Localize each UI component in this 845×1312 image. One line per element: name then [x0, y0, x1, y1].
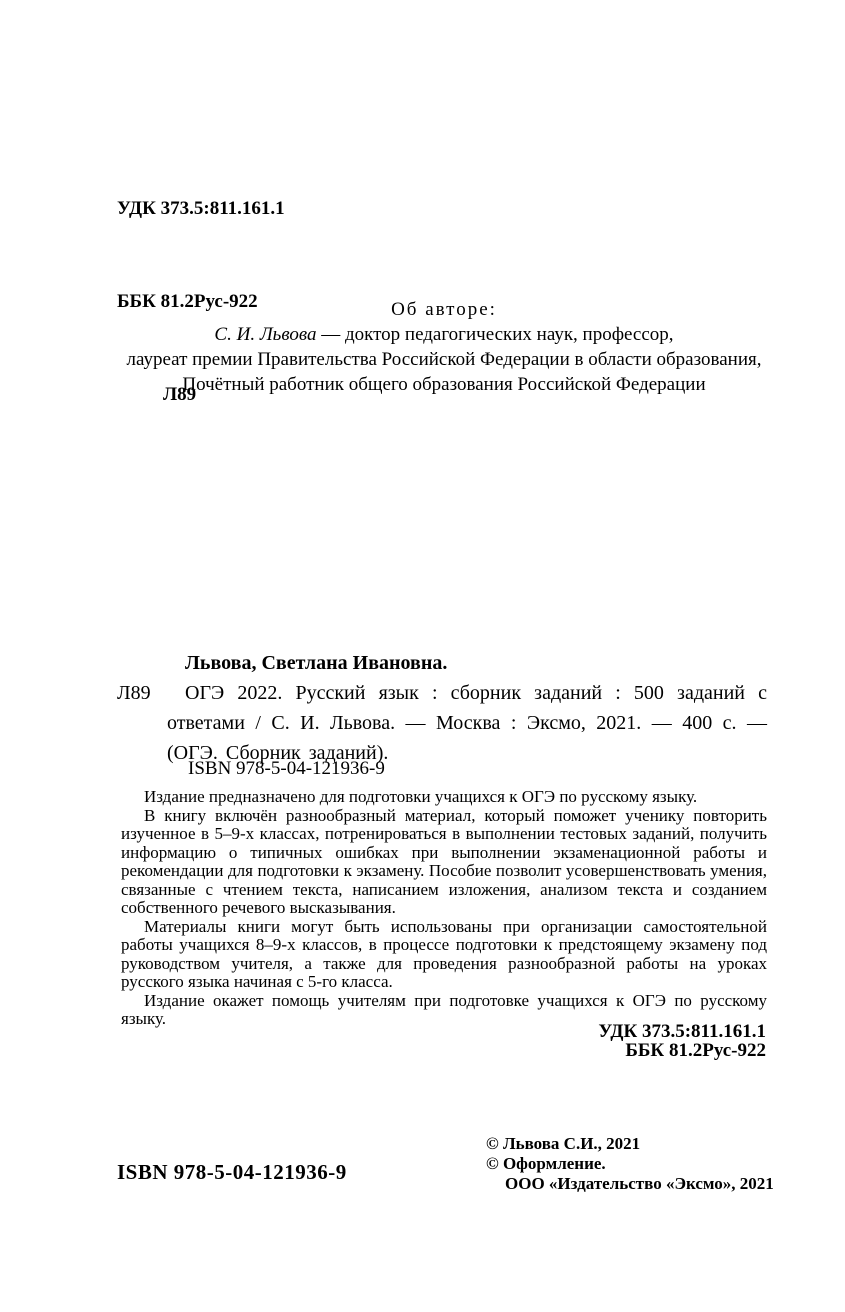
isbn-catalog: ISBN 978-5-04-121936-9	[188, 758, 385, 779]
catalog-margin-code: Л89	[117, 682, 151, 704]
bbk-code: ББК 81.2Рус-922	[117, 291, 258, 312]
bbk-code-bottom: ББК 81.2Рус-922	[625, 1040, 766, 1061]
udk-code-bottom: УДК 373.5:811.161.1	[598, 1021, 766, 1042]
annotation-block	[121, 788, 767, 1029]
annotation-paragraph: Издание окажет помощь учителям при подготовке учащихся к ОГЭ по русскому языку.	[121, 990, 767, 1028]
author-name: С. И. Львова	[214, 324, 317, 345]
udk-code: УДК 373.5:811.161.1	[117, 198, 285, 219]
copyright-publisher: ООО «Издательство «Эксмо», 2021	[505, 1174, 774, 1193]
annotation-paragraph: Издание предназначено для подготовки учащихся к ОГЭ по русскому языку.	[144, 787, 698, 806]
about-author-line3: Почётный работник общего образования Российской Федерации	[182, 374, 706, 395]
author-title: — доктор педагогических наук, профессор,	[316, 324, 674, 345]
copyright-author: © Львова С.И., 2021	[486, 1134, 641, 1153]
bottom-classification-codes	[598, 1022, 766, 1060]
annotation-paragraph: Материалы книги могут быть использованы при организации самостоятельной работы учащихся 8–9-х классов, в процессе подготовки к предстоящему экзамену под руководством учителя, а также для проведения разнообразной работы на уроках русского языка начиная с 5-го класса.	[121, 916, 767, 991]
copyright-block	[486, 1134, 774, 1194]
catalog-author-header: Львова, Светлана Ивановна.	[185, 652, 448, 674]
isbn-main: ISBN 978-5-04-121936-9	[117, 1160, 347, 1184]
catalog-description-text: ОГЭ 2022. Русский язык : сборник заданий : 500 заданий с ответами / С. И. Львова. — Москва : Эксмо, 2021. — 400 с. — (ОГЭ. Сборник заданий).	[167, 682, 767, 764]
about-author-line1	[121, 322, 767, 347]
about-author-block	[121, 297, 767, 397]
about-author-line2: лауреат премии Правительства Российской Федерации в области образования,	[126, 349, 762, 370]
catalog-card	[117, 648, 767, 768]
author-sign-code: Л89	[163, 384, 197, 405]
catalog-description	[117, 678, 767, 768]
about-author-heading: Об авторе:	[391, 299, 497, 320]
copyright-design: © Оформление.	[486, 1154, 606, 1173]
annotation-paragraph: В книгу включён разнообразный материал, который поможет ученику повторить изученное в 5–9-х классах, потренироваться в выполнении тестовых заданий, получить информацию о типичных ошибках при выполнении экзаменационной работы и рекомендации для подготовки к экзамену. Пособие позволит усовершенствовать умения, связанные с чтением текста, написанием изложения, анализом текста и созданием собственного речевого высказывания.	[121, 805, 767, 917]
